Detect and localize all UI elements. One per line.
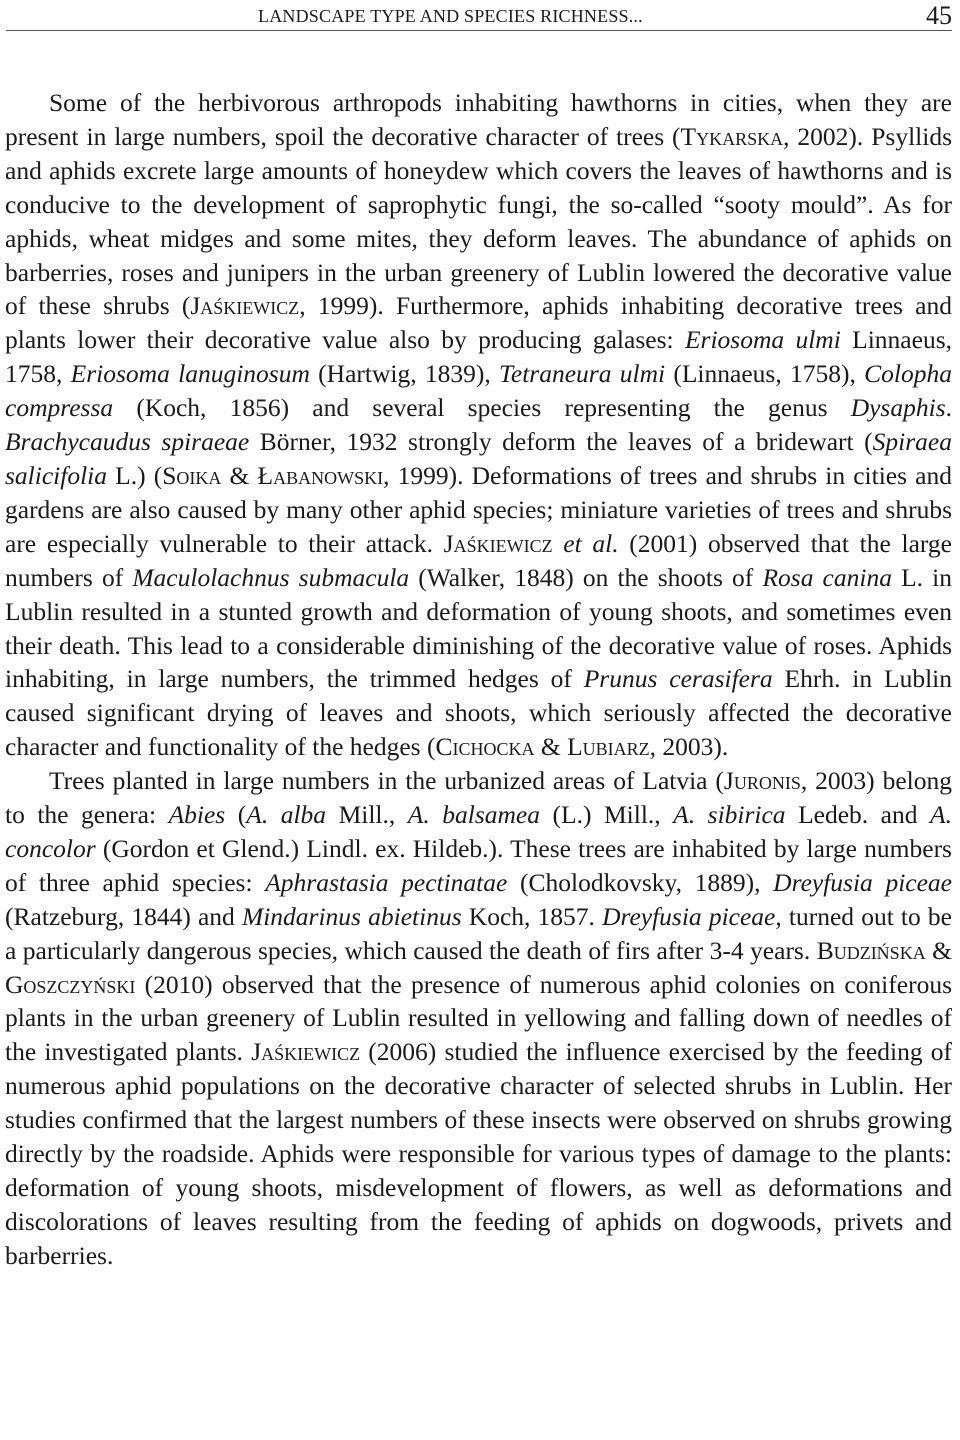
text-run: , 2003).	[649, 732, 729, 762]
italic-run: Spiraea salicifolia	[5, 427, 952, 490]
italic-run: Dysaphis	[850, 393, 946, 423]
text-run: (2001) observed that the large numbers of	[5, 528, 952, 592]
text-run: &	[534, 732, 568, 762]
italic-run: A. balsamea	[407, 800, 540, 830]
text-run: L.) (	[107, 460, 163, 490]
italic-run: Eriosoma lanuginosum	[70, 359, 310, 389]
text-run: (Ratzeburg, 1844) and	[5, 901, 242, 931]
text-run: , 1999). Deformations of trees and shrubs in cities and gardens are also caused by many other aphid species; miniature varieties of trees and shrubs are especially vulnerable to their attack.	[5, 460, 952, 558]
text-run: .	[945, 393, 952, 423]
text-run: (2006) studied the influence exercised by the feeding of numerous aphid populations on the decorative character of selected shrubs in Lublin. Her studies confirmed that the largest numbers of these insects were observed on shrubs growing directly by the roadside. Aphids were responsible for various types of damage to the plants: deformation of young shoots, misdevelopment of flowers, as well as deformations and discolorations of leaves resulting from the feeding of aphids on dogwoods, privets and barberries.	[5, 1037, 953, 1270]
running-title: LANDSCAPE TYPE AND SPECIES RICHNESS...	[258, 6, 643, 26]
text-run: Ledeb. and	[785, 800, 931, 830]
text-run: (L.) Mill.,	[540, 800, 674, 830]
text-run: , 2002). Psyllids and aphids excrete large amounts of honeydew which covers the leaves of hawthorns and is conducive to the development of saprophytic fungi, the so-called “sooty mould”. As for aphids, wheat midges and some mites, they deform leaves. The abundance of aphids on barberries, roses and junipers in the urban greenery of Lublin lowered the decorative value of these shrubs (	[5, 121, 952, 321]
italic-run: et al.	[563, 528, 619, 558]
text-run: (Cholodkovsky, 1889),	[507, 867, 774, 897]
author-name: Jaśkiewicz	[443, 528, 553, 558]
italic-run: Aphrastasia pectinatae	[265, 867, 508, 897]
text-run: Linnaeus, 1758,	[5, 325, 952, 389]
author-name: Soika	[162, 460, 222, 490]
author-name: Jaśkiewicz	[190, 291, 300, 321]
italic-run: Eriosoma ulmi	[684, 325, 841, 355]
author-name: Lubiarz	[567, 732, 650, 762]
running-header	[6, 2, 952, 31]
author-name: Budzińska	[816, 935, 926, 965]
italic-run: Colopha compressa	[5, 359, 952, 423]
text-run: , 1999). Furthermore, aphids inhabiting decorative trees and plants lower their decorative value also by producing galases:	[5, 291, 953, 355]
italic-run: Tetraneura ulmi	[499, 359, 666, 389]
italic-run: Rosa canina	[762, 562, 892, 592]
text-run: Koch, 1857.	[461, 901, 603, 931]
italic-run: A. alba	[246, 800, 327, 830]
italic-run: Brachycaudus spiraeae	[5, 427, 250, 457]
text-run: &	[221, 460, 258, 490]
text-run: (Gordon et Glend.) Lindl. ex. Hildeb.). These trees are inhabited by large numbers of three aphid species:	[5, 833, 952, 897]
text-run: Trees planted in large numbers in the urbanized areas of Latvia (	[49, 766, 724, 796]
paragraph	[5, 86, 952, 764]
italic-run: Abies	[168, 800, 226, 830]
text-run: (Linnaeus, 1758),	[665, 359, 865, 389]
text-run: Börner, 1932 strongly deform the leaves of a bridewart (	[249, 427, 873, 457]
text-run: , 2003) belong to the genera:	[5, 766, 952, 830]
italic-run: Prunus cerasifera	[583, 664, 773, 694]
italic-run: Maculolachnus submacula	[132, 562, 410, 592]
italic-run: Dreyfusia piceae	[773, 867, 952, 897]
author-name: Cichocka	[435, 732, 535, 762]
author-name: Juronis	[723, 766, 801, 796]
italic-run: A. sibirica	[673, 800, 786, 830]
text-run: , turned out to be a particularly dangerous species, which caused the death of firs after 3-4 years.	[5, 901, 952, 965]
text-run: (	[225, 800, 247, 830]
text-run: (Walker, 1848) on the shoots of	[409, 562, 763, 592]
author-name: Goszczyński	[5, 969, 136, 999]
italic-run: Mindarinus abietinus	[241, 901, 462, 931]
text-run: &	[925, 935, 952, 965]
italic-run: Dreyfusia piceae	[602, 901, 776, 931]
author-name: Jaśkiewicz	[251, 1037, 361, 1067]
author-name: Łabanowski	[257, 460, 384, 490]
text-run: Ehrh. in Lublin caused significant drying of leaves and shoots, which seriously affected the decorative character and functionality of the hedges (	[5, 664, 952, 762]
text-run	[553, 529, 564, 558]
text-run: (Hartwig, 1839),	[309, 359, 500, 389]
paragraph	[5, 764, 952, 1273]
body-text	[5, 86, 952, 1273]
page-number: 45	[926, 1, 952, 30]
text-run: Some of the herbivorous arthropods inhabiting hawthorns in cities, when they are present in large numbers, spoil the decorative character of trees (	[5, 88, 952, 151]
author-name: Tykarska	[680, 121, 784, 151]
italic-run: A. concolor	[5, 800, 952, 863]
text-run: L. in Lublin resulted in a stunted growth and deformation of young shoots, and sometimes even their death. This lead to a considerable diminishing of the decorative value of roses. Aphids inhabiting, in large numbers, the trimmed hedges of	[5, 562, 953, 694]
text-run: (Koch, 1856) and several species representing the genus	[113, 393, 851, 423]
text-run: Mill.,	[326, 800, 408, 830]
text-run: (2010) observed that the presence of numerous aphid colonies on coniferous plants in the urban greenery of Lublin resulted in yellowing and falling down of needles of the investigated plants.	[5, 969, 952, 1067]
